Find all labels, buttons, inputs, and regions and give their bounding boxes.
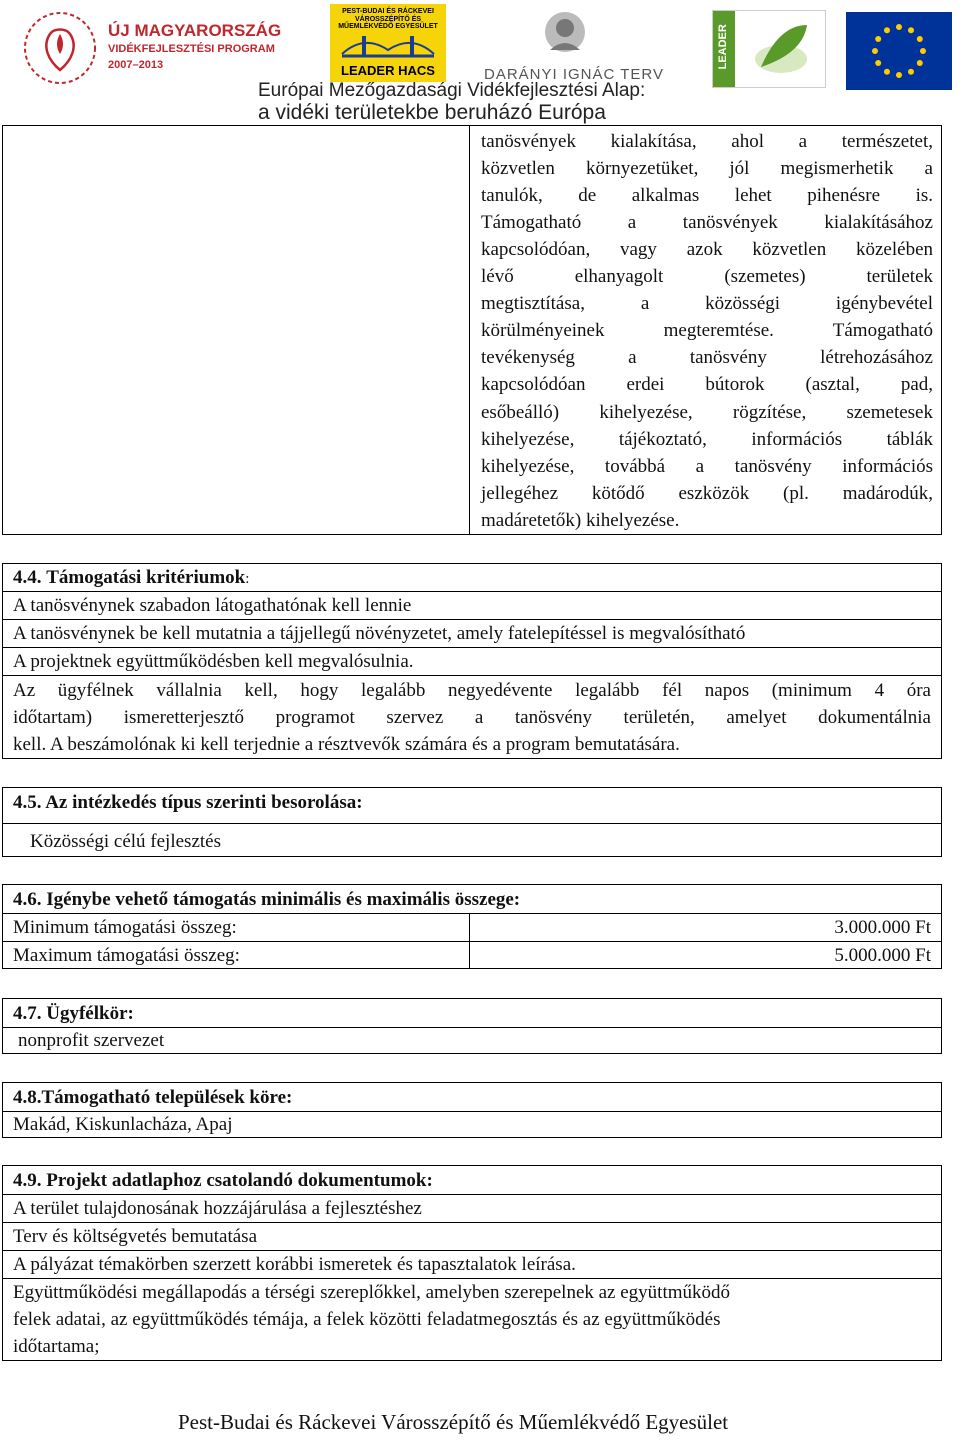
eu-fund-line1: Európai Mezőgazdasági Vidékfejlesztési Alap: [258,80,646,101]
description-line: Támogatható a tanösvények kialakításához [481,212,933,234]
document-item-4-line-3: időtartama; [13,1336,100,1357]
criteria-item-3: A projektnek együttműködésben kell megvalósulnia. [13,651,414,672]
leaf-icon [745,19,817,79]
description-line: jellegéhez kötődő eszközök (pl. madárodúk, [481,482,933,504]
document-item-1: A terület tulajdonosának hozzájárulása a fejlesztéshez [13,1198,422,1219]
section-4-5-value: Közösségi célú fejlesztés [30,831,221,852]
section-4-4-heading: Támogatási kritériumok [46,567,246,588]
document-item-4-line-2: felek adatai, az együttműködés témája, a felek közötti feladatmegosztás és az együttműködés [13,1309,721,1330]
leader-hacs-org: PEST-BUDAI ÉS RÁCKEVEI VÁROSSZÉPÍTŐ ÉS MŰEMLÉKVÉDŐ EGYESÜLET [338,8,438,31]
criteria-item-2: A tanösvénynek be kell mutatnia a tájjellegű növényzetet, amely fatelepítéssel is megvalósítható [13,623,746,644]
section-4-7-title: 4.7. Ügyfélkör: [13,1003,134,1024]
description-line: közvetlen környezetüket, jól megismerhetik a [481,158,933,180]
max-support-label: Maximum támogatási összeg: [13,945,240,966]
portrait-icon [542,10,588,60]
description-line: megtisztítása, a közösségi igénybevétel [481,293,933,315]
daranyi-logo [470,4,670,84]
leader-vertical-text: LEADER [717,24,730,70]
document-item-3: A pályázat témakörben szerzett korábbi ismeretek és tapasztalatok leírása. [13,1254,576,1275]
bridge-icon [340,32,436,62]
eu-fund-line2: a vidéki területekbe beruházó Európa [258,101,606,124]
max-support-value: 5.000.000 Ft [834,945,931,966]
description-line: tanösvények kialakítása, ahol a természetet, [481,131,933,152]
description-line: tevékenység a tanösvény létrehozásához [481,347,933,369]
description-line: kapcsolódóan, vagy azok közvetlen közelében [481,239,933,261]
measure-description-table [2,125,942,535]
section-4-7-value: nonprofit szervezet [18,1030,165,1051]
description-line: tanulók, de alkalmas lehet pihenésre is. [481,185,933,207]
leader-logo [712,10,826,88]
section-4-4 [2,563,942,759]
criteria-para-line-2: időtartam) ismeretterjesztő programot szervez a tanösvény területén, amelyet dokumentálnia [13,707,931,728]
criteria-para-line-3: kell. A beszámolónak ki kell terjednie a résztvevők számára és a program bemutatására. [13,734,680,755]
section-4-4-number: 4.4. [13,567,42,588]
description-line: kapcsolódóan erdei bútorok (asztal, pad, [481,374,933,396]
uj-magyarorszag-title: ÚJ MAGYARORSZÁG [108,21,282,40]
uj-magyarorszag-years: 2007–2013 [108,59,164,71]
section-4-9-title: 4.9. Projekt adatlaphoz csatolandó dokumentumok: [13,1170,433,1191]
criteria-para-line-1: Az ügyfélnek vállalnia kell, hogy legalább negyedévente legalább fél napos (minimum 4 óra [13,680,931,701]
description-line: madáretetők) kihelyezése. [481,509,680,531]
min-support-label: Minimum támogatási összeg: [13,917,237,938]
section-4-8-value: Makád, Kiskunlacháza, Apaj [13,1114,233,1135]
eu-flag [846,12,952,90]
section-4-5-title: 4.5. Az intézkedés típus szerinti besorolása: [13,792,363,813]
description-line: lévő elhanyagolt (szemetes) területek [481,266,933,288]
leader-hacs-logo [330,4,446,82]
criteria-item-1: A tanösvénynek szabadon látogathatónak kell lennie [13,595,412,616]
section-4-6 [2,884,942,969]
section-4-4-title: 4.4. Támogatási kritériumok: [13,567,250,588]
section-4-9 [2,1165,942,1361]
document-item-4-line-1: Együttműködési megállapodás a térségi szereplőkkel, amelyben szerepelnek az együttműködő [13,1282,731,1303]
section-4-5 [2,787,942,857]
uj-magyarorszag-logo [20,8,300,88]
section-4-8 [2,1082,942,1138]
description-line: körülményeinek megteremtése. Támogatható [481,320,933,342]
eu-stars-icon [869,21,929,81]
page-footer: Pest-Budai és Ráckevei Városszépítő és Műemlékvédő Egyesület [178,1410,729,1434]
daranyi-label: DARÁNYI IGNÁC TERV [484,66,664,83]
section-4-6-title: 4.6. Igénybe vehető támogatás minimális és maximális összege: [13,889,521,910]
document-item-2: Terv és költségvetés bemutatása [13,1226,258,1247]
section-4-7 [2,998,942,1054]
description-line: kihelyezése, tájékoztató, információs táblák [481,428,933,450]
description-line: esőbeálló) kihelyezése, rögzítése, szemetesek [481,401,933,423]
leader-hacs-label: LEADER HACS [341,63,435,78]
section-4-8-title: 4.8.Támogatható települések köre: [13,1087,293,1108]
uj-magyarorszag-subtitle: VIDÉKFEJLESZTÉSI PROGRAM [108,43,275,55]
rose-emblem-icon [20,8,100,88]
min-support-value: 3.000.000 Ft [834,917,931,938]
description-line: kihelyezése, továbbá a tanösvény információs [481,455,933,477]
description-cell [481,128,933,533]
